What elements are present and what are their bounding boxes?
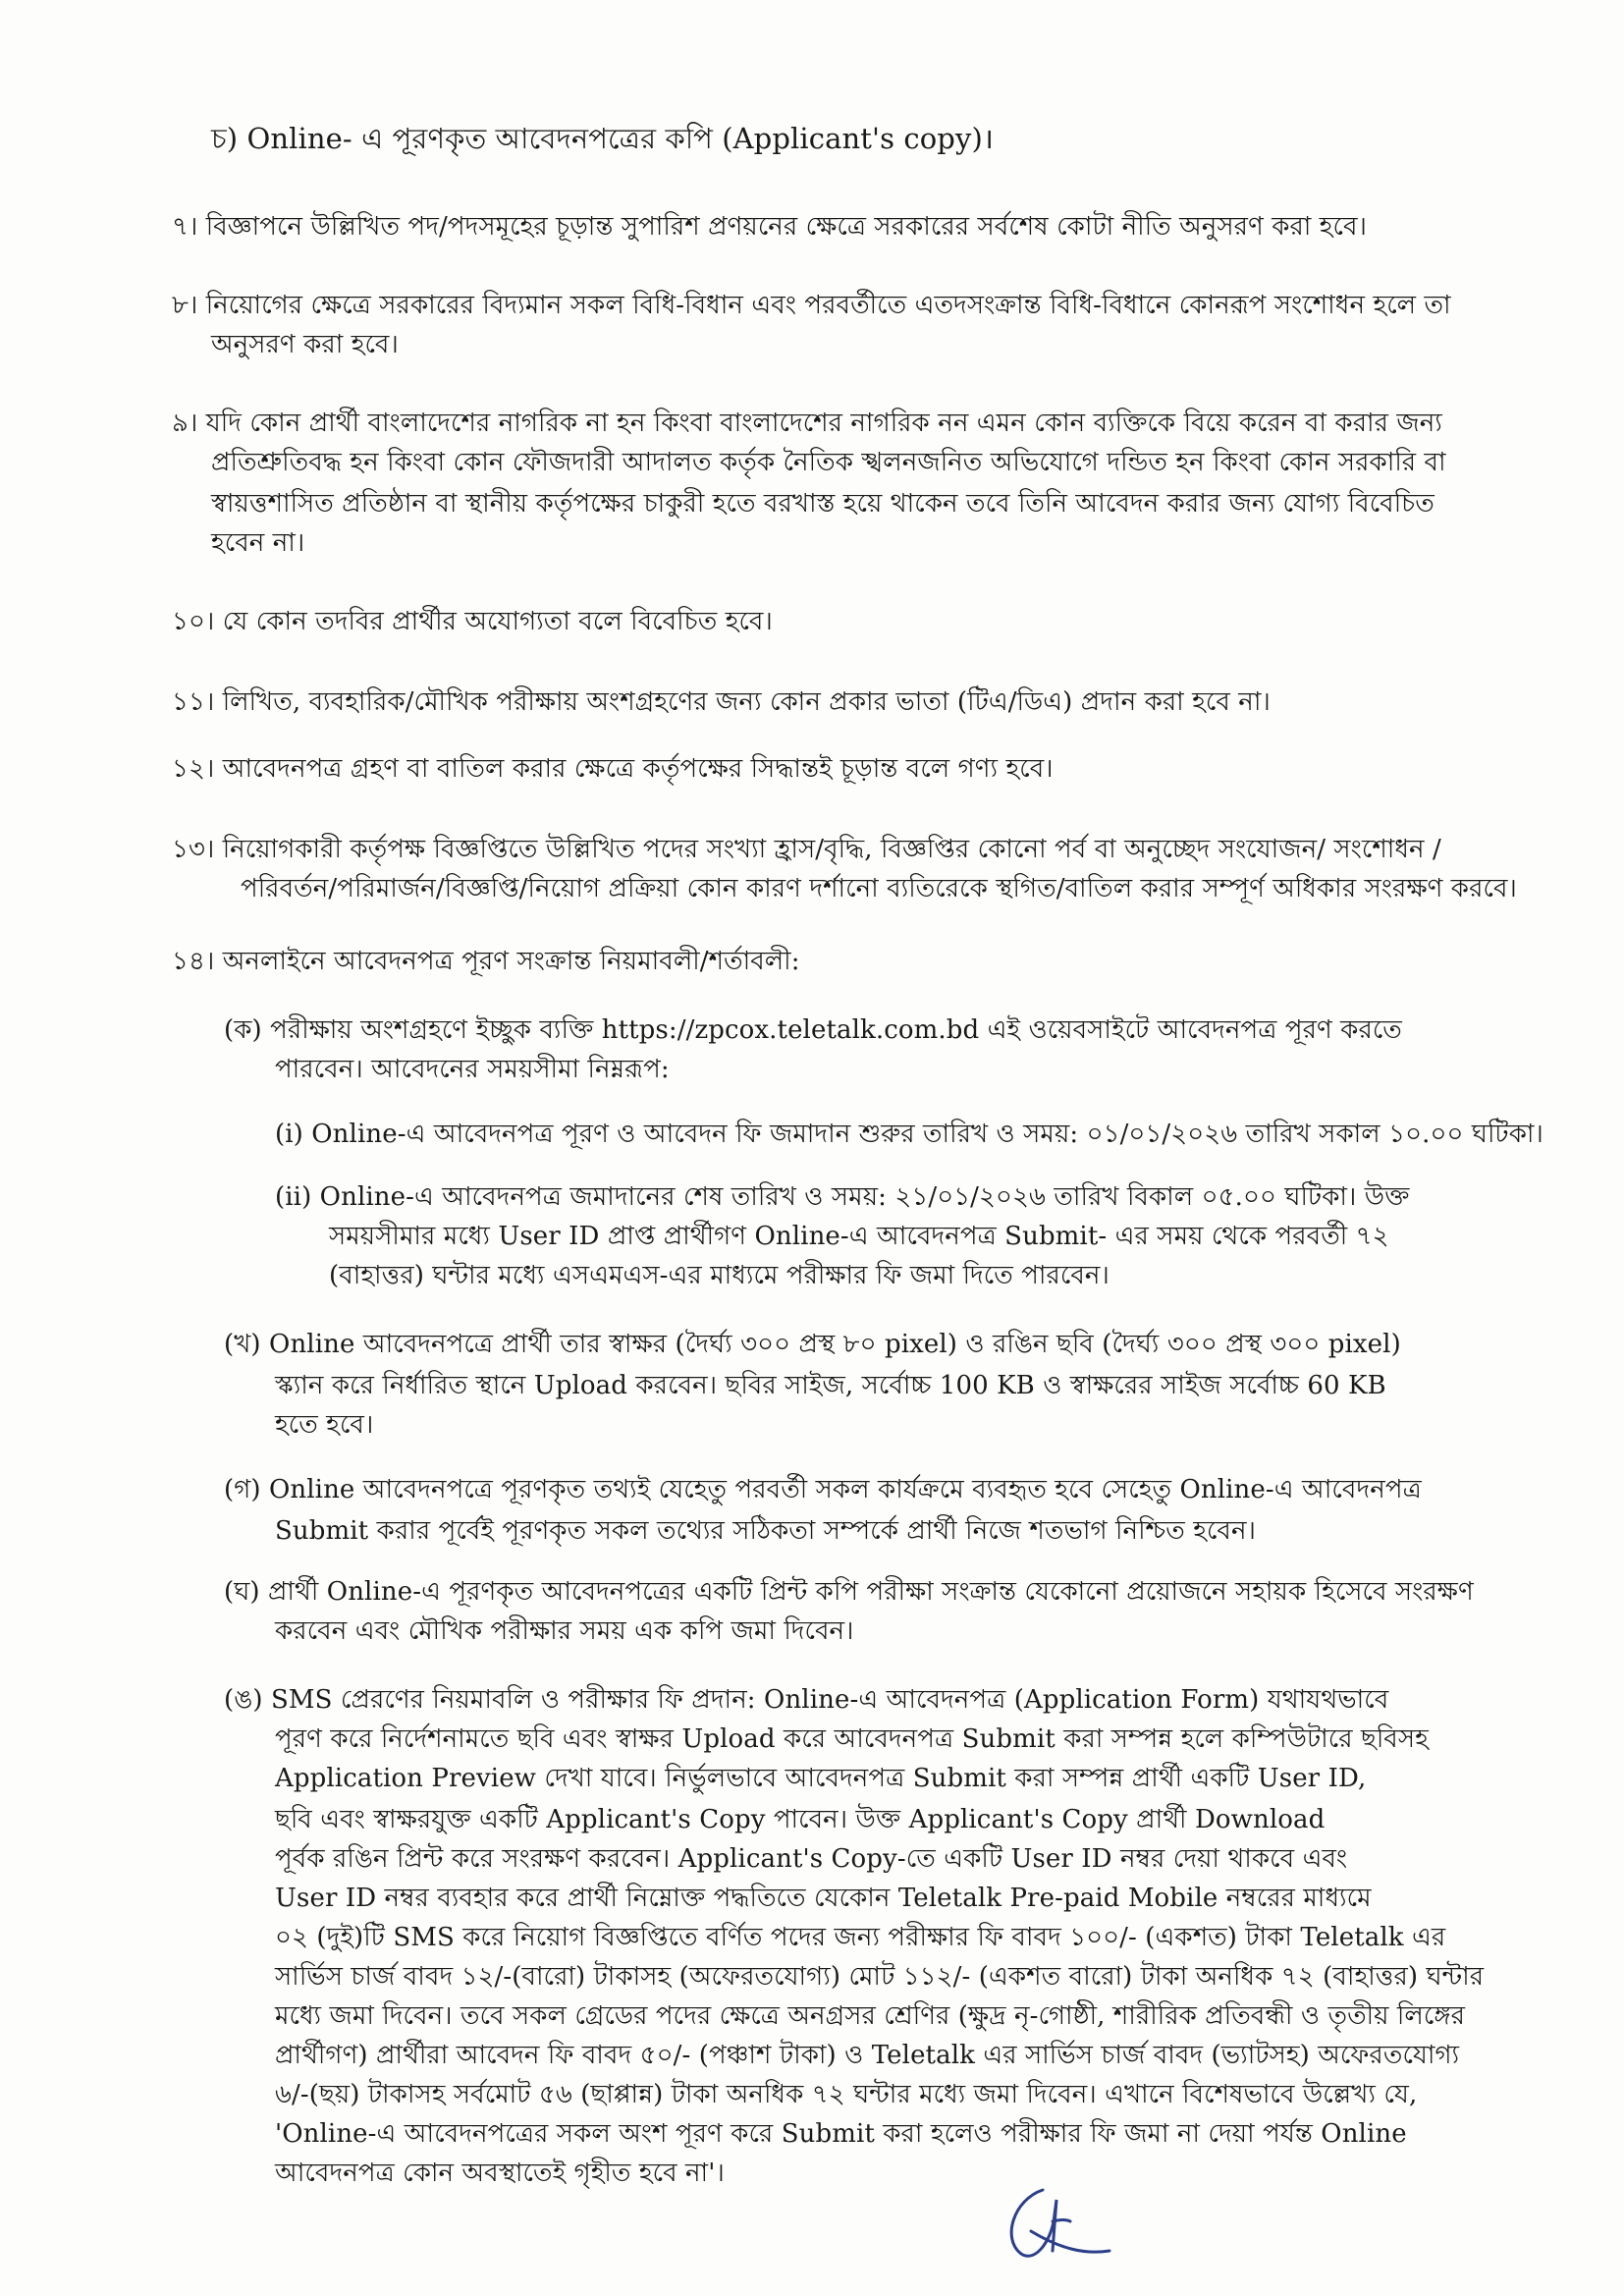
item-kha-line-2: স্ক্যান করে নির্ধারিত স্থানে Upload করবেন। ছবির সাইজ, সর্বোচ্চ 100 KB ও স্বাক্ষরের সাইজ সর্বোচ্চ 60 KB: [275, 1371, 1386, 1400]
item-9-line-1: ৯। যদি কোন প্রার্থী বাংলাদেশের নাগরিক না হন কিংবা বাংলাদেশের নাগরিক নন এমন কোন ব্যক্তিকে বিয়ে করেন বা করার জন্য: [172, 409, 1442, 438]
item-ga-line-1: (গ) Online আবেদনপত্রে পূরণকৃত তথ্যই যেহেতু পরবর্তী সকল কার্যক্রমে ব্যবহৃত হবে সেহেতু Online-এ আবেদনপত্র: [224, 1475, 1422, 1504]
item-gha-line-2: করবেন এবং মৌখিক পরীক্ষার সময় এক কপি জমা দিবেন।: [275, 1616, 854, 1646]
item-9-line-2: প্রতিশ্রুতিবদ্ধ হন কিংবা কোন ফৌজদারী আদালত কর্তৃক নৈতিক স্খলনজনিত অভিযোগে দন্ডিত হন কিংবা কোন সরকারি বা: [211, 448, 1446, 477]
item-uma-line-1: (ঙ) SMS প্রেরণের নিয়মাবলি ও পরীক্ষার ফি প্রদান: Online-এ আবেদনপত্র (Application Form) যথাযথভাবে: [224, 1685, 1389, 1715]
item-uma-line-3: Application Preview দেখা যাবে। নির্ভুলভাবে আবেদনপত্র Submit করা সম্পন্ন প্রার্থী একটি User ID,: [275, 1764, 1367, 1793]
item-ka-ii-line-1: (ii) Online-এ আবেদনপত্র জমাদানের শেষ তারিখ ও সময়: ২১/০১/২০২৬ তারিখ বিকাল ০৫.০০ ঘটিকা। উক্ত: [275, 1182, 1410, 1212]
signature-initial: [992, 2160, 1119, 2269]
item-uma-line-11: ৬/-(ছয়) টাকাসহ সর্বমোট ৫৬ (ছাপ্পান্ন) টাকা অনধিক ৭২ ঘন্টার মধ্যে জমা দিবেন। এখানে বিশেষভাবে উল্লেখ্য যে,: [275, 2080, 1418, 2109]
item-13-line-1: ১৩। নিয়োগকারী কর্তৃপক্ষ বিজ্ঞপ্তিতে উল্লিখিত পদের সংখ্যা হ্রাস/বৃদ্ধি, বিজ্ঞপ্তির কোনো পর্ব বা অনুচ্ছেদ সংযোজন/ সংশোধন /: [172, 835, 1441, 864]
item-uma-line-5: পূর্বক রঙিন প্রিন্ট করে সংরক্ষণ করবেন। Applicant's Copy-তে একটি User ID নম্বর দেয়া থাকবে এবং: [275, 1844, 1348, 1874]
item-uma-line-8: সার্ভিস চার্জ বাবদ ১২/-(বারো) টাকাসহ (অফেরতযোগ্য) মোট ১১২/- (একশত বারো) টাকা অনধিক ৭২ (বাহাত্তর) ঘন্টার: [275, 1962, 1485, 1992]
item-10: ১০। যে কোন তদবির প্রার্থীর অযোগ্যতা বলে বিবেচিত হবে।: [172, 607, 773, 636]
item-uma-line-7: ০২ (দুই)টি SMS করে নিয়োগ বিজ্ঞপ্তিতে বর্ণিত পদের জন্য পরীক্ষার ফি বাবদ ১০০/- (একশত) টাকা Teletalk এর: [275, 1923, 1446, 1952]
item-7: ৭। বিজ্ঞাপনে উল্লিখিত পদ/পদসমূহের চূড়ান্ত সুপারিশ প্রণয়নের ক্ষেত্রে সরকারের সর্বশেষ কোটা নীতি অনুসরণ করা হবে।: [172, 212, 1367, 242]
item-ka-line-2: পারবেন। আবেদনের সময়সীমা নিম্নরূপ:: [275, 1055, 670, 1084]
item-uma-line-9: মধ্যে জমা দিবেন। তবে সকল গ্রেডের পদের ক্ষেত্রে অনগ্রসর শ্রেণির (ক্ষুদ্র নৃ-গোষ্ঠী, শারীরিক প্রতিবন্ধী ও তৃতীয় লিঙ্গের: [275, 2001, 1466, 2031]
item-6-cha: চ) Online- এ পূরণকৃত আবেদনপত্রের কপি (Applicant's copy)।: [211, 122, 994, 155]
item-kha-line-1: (খ) Online আবেদনপত্রে প্রার্থী তার স্বাক্ষর (দৈর্ঘ্য ৩০০ প্রস্থ ৮০ pixel) ও রঙিন ছবি (দৈর্ঘ্য ৩০০ প্রস্থ ৩০০ pixel): [224, 1330, 1401, 1359]
item-14-heading: ১৪। অনলাইনে আবেদনপত্র পূরণ সংক্রান্ত নিয়মাবলী/শর্তাবলী:: [172, 947, 800, 976]
item-8-line-1: ৮। নিয়োগের ক্ষেত্রে সরকারের বিদ্যমান সকল বিধি-বিধান এবং পরবর্তীতে এতদসংক্রান্ত বিধি-বিধানে কোনরূপ সংশোধন হলে তা: [172, 291, 1451, 320]
item-ka-i: (i) Online-এ আবেদনপত্র পূরণ ও আবেদন ফি জমাদান শুরুর তারিখ ও সময়: ০১/০১/২০২৬ তারিখ সকাল ১০.০০ ঘটিকা।: [275, 1120, 1543, 1149]
item-uma-line-4: ছবি এবং স্বাক্ষরযুক্ত একটি Applicant's Copy পাবেন। উক্ত Applicant's Copy প্রার্থী Download: [275, 1805, 1326, 1834]
item-11: ১১। লিখিত, ব্যবহারিক/মৌখিক পরীক্ষায় অংশগ্রহণের জন্য কোন প্রকার ভাতা (টিএ/ডিএ) প্রদান করা হবে না।: [172, 687, 1271, 717]
item-ga-line-2: Submit করার পূর্বেই পূরণকৃত সকল তথ্যের সঠিকতা সম্পর্কে প্রার্থী নিজে শতভাগ নিশ্চিত হবেন।: [275, 1516, 1257, 1546]
item-9-line-3: স্বায়ত্তশাসিত প্রতিষ্ঠান বা স্থানীয় কর্তৃপক্ষের চাকুরী হতে বরখাস্ত হয়ে থাকেন তবে তিনি আবেদন করার জন্য যোগ্য বিবেচিত: [211, 489, 1435, 519]
item-gha-line-1: (ঘ) প্রার্থী Online-এ পূরণকৃত আবেদনপত্রের একটি প্রিন্ট কপি পরীক্ষা সংক্রান্ত যেকোনো প্রয়োজনে সহায়ক হিসেবে সংরক্ষণ: [224, 1577, 1474, 1607]
item-uma-line-13: আবেদনপত্র কোন অবস্থাতেই গৃহীত হবে না'।: [275, 2159, 725, 2188]
item-uma-line-10: প্রার্থীগণ) প্রার্থীরা আবেদন ফি বাবদ ৫০/- (পঞ্চাশ টাকা) ও Teletalk এর সার্ভিস চার্জ বাবদ (ভ্যাটসহ) অফেরতযোগ্য: [275, 2041, 1460, 2070]
item-ka-line-1: (ক) পরীক্ষায় অংশগ্রহণে ইচ্ছুক ব্যক্তি https://zpcox.teletalk.com.bd এই ওয়েবসাইটে আবেদনপত্র পূরণ করতে: [224, 1015, 1402, 1045]
item-9-line-4: হবেন না।: [211, 528, 305, 558]
item-kha-line-3: হতে হবে।: [275, 1410, 374, 1440]
item-uma-line-12: 'Online-এ আবেদনপত্রের সকল অংশ পূরণ করে Submit করা হলেও পরীক্ষার ফি জমা না দেয়া পর্যন্ত Online: [275, 2119, 1407, 2149]
item-uma-line-2: পূরণ করে নির্দেশনামতে ছবি এবং স্বাক্ষর Upload করে আবেদনপত্র Submit করা সম্পন্ন হলে কম্পিউটারে ছবিসহ: [275, 1724, 1429, 1754]
item-ka-ii-line-3: (বাহাত্তর) ঘন্টার মধ্যে এসএমএস-এর মাধ্যমে পরীক্ষার ফি জমা দিতে পারবেন।: [329, 1261, 1110, 1290]
item-ka-ii-line-2: সময়সীমার মধ্যে User ID প্রাপ্ত প্রার্থীগণ Online-এ আবেদনপত্র Submit- এর সময় থেকে পরবর্তী ৭২: [329, 1222, 1389, 1251]
item-12: ১২। আবেদনপত্র গ্রহণ বা বাতিল করার ক্ষেত্রে কর্তৃপক্ষের সিদ্ধান্তই চূড়ান্ত বলে গণ্য হবে।: [172, 754, 1054, 784]
item-8-line-2: অনুসরণ করা হবে।: [211, 330, 399, 359]
item-13-line-2: পরিবর্তন/পরিমার্জন/বিজ্ঞপ্তি/নিয়োগ প্রক্রিয়া কোন কারণ দর্শানো ব্যতিরেকে স্থগিত/বাতিল করার সম্পূর্ণ অধিকার সংরক্ষণ করবে।: [241, 874, 1517, 903]
item-uma-line-6: User ID নম্বর ব্যবহার করে প্রার্থী নিম্নোক্ত পদ্ধতিতে যেকোন Teletalk Pre-paid Mobile নম্বরের মাধ্যমে: [275, 1884, 1372, 1913]
